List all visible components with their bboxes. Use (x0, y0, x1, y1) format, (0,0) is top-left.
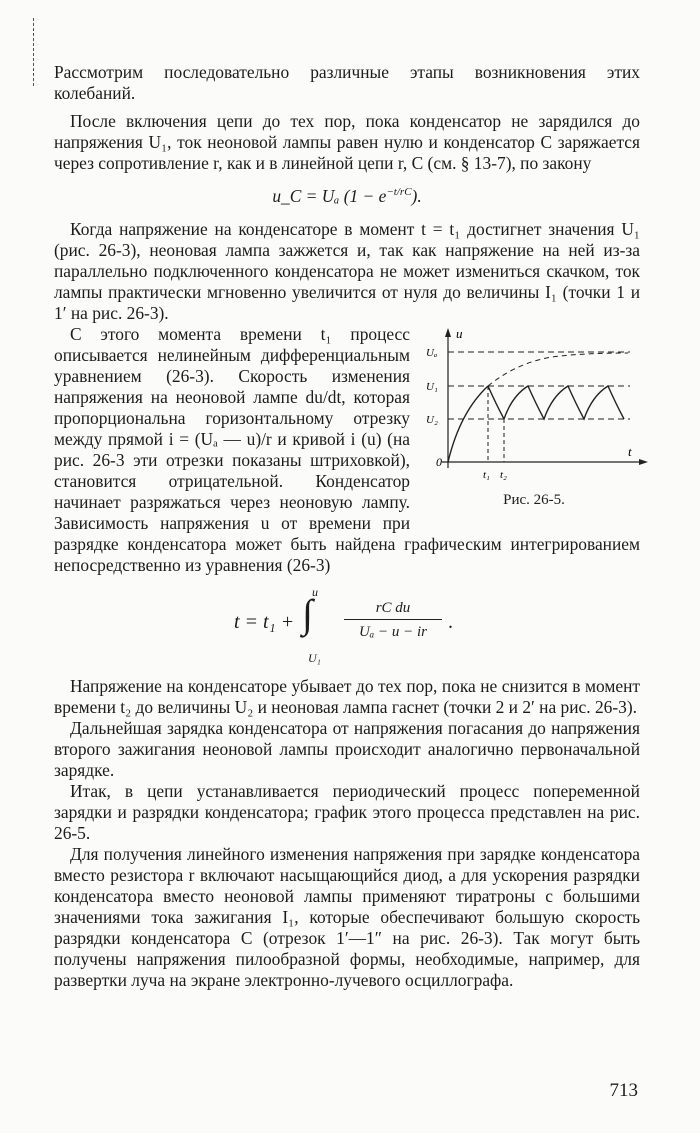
margin-mark (33, 18, 36, 86)
paragraph-8: Для получения линейного изменения напряжения при зарядке конденсатора вместо резистора r включают насыщающийся диод, а для ускорения разрядки конденсатора вместо неоновой лампы применяют тиратроны с большими значениями тока зажигания I₁, которые обеспечивают большую скорость разрядки конденсатора C (отрезок 1′—1″ на рис. 26-3). Так могут быть получены напряжения пилообразной формы, необходимые, например, для развертки луча на экране электронно-лучевого осциллографа. (54, 844, 640, 990)
paragraph-2: После включения цепи до тех пор, пока конденсатор не зарядился до напряжения U₁, ток неоновой лампы равен нулю и конденсатор C заряжается через сопротивление r, как и в линейной цепи r, C (см. § 13-7), по закону (54, 111, 640, 173)
sawtooth-graph (420, 326, 648, 484)
integral-lower-limit: U₁ (308, 651, 321, 665)
formula-charging (54, 182, 640, 207)
u2-label: U₂ (426, 414, 438, 426)
paragraph-6: Дальнейшая зарядка конденсатора от напряжения погасания до напряжения второго зажигания неоновой лампы происходит аналогично первоначальной зарядке. (54, 718, 640, 780)
formula-charging-main: u_C = Uₐ (1 − e (272, 186, 387, 206)
integral-denominator: Uₐ − u − ir (359, 624, 427, 640)
page-body (54, 62, 640, 991)
initial-charge-curve (448, 386, 488, 462)
figure-26-5 (420, 326, 648, 511)
t1-label: t₁ (483, 469, 490, 481)
integral-upper-limit: u (312, 585, 318, 599)
integral-sign: ∫ (302, 591, 313, 636)
paragraph-7: Итак, в цепи устанавливается периодический процесс попеременной зарядки и разрядки конденсатора; график этого процесса представлен на рис. 26-5. (54, 781, 640, 843)
u-axis-arrow (445, 328, 451, 337)
paragraph-5: Напряжение на конденсаторе убывает до тех пор, пока не снизится в момент времени t₂ до величины U₂ и неоновая лампа гаснет (точки 2 и 2′ на рис. 26-3). (54, 676, 640, 717)
integral-period: . (448, 611, 453, 633)
paragraph-3: Когда напряжение на конденсаторе в момент t = t₁ достигнет значения U₁ (рис. 26-3), неоновая лампа зажжется и, так как напряжение на ней из-за параллельно подключенного конденсатора не может измениться скачком, ток лампы практически мгновенно увеличится от нуля до величины I₁ (точки 1 и 1′ на рис. 26-3). (54, 219, 640, 323)
formula-charging-tail: ). (411, 186, 422, 206)
paragraph-1: Рассмотрим последовательно различные этапы возникновения этих колебаний. (54, 62, 640, 103)
formula-charging-exponent: −t/rC (386, 186, 412, 198)
paragraph-4: С этого момента времени t₁ процесс описывается нелинейным дифференциальным уравнением (26-3). Скорость изменения напряжения на неоновой лампе du/dt, которая пропорциональна горизонтальному отрезку между прямой i = (Uₐ — u)/r и кривой i (u) (на рис. 26-3 эти отрезки показаны штриховкой), становится отрицательной. Конденсатор начинает разряжаться через неоновую лампу. Зависимость напряжения u от времени при разрядке конденсатора может быть найдена графическим интегрированием непосредственно из уравнения (26-3) (54, 324, 640, 575)
u1-label: U₁ (426, 381, 438, 393)
formula-integral (54, 582, 640, 668)
sawtooth-curve (488, 386, 624, 419)
t-axis-arrow (639, 459, 648, 465)
charging-asymptote-curve (488, 353, 628, 386)
integral-lhs: t = t₁ + (234, 611, 295, 633)
origin-label: 0 (436, 455, 442, 469)
integral-numerator: rC du (344, 598, 442, 620)
ua-label: Uₐ (426, 347, 438, 359)
t-axis-label: t (628, 444, 632, 459)
figure-caption: Рис. 26-5. (503, 492, 565, 508)
page-number: 713 (609, 1080, 638, 1101)
u-axis-label: u (456, 326, 463, 341)
t2-label: t₂ (500, 469, 507, 481)
